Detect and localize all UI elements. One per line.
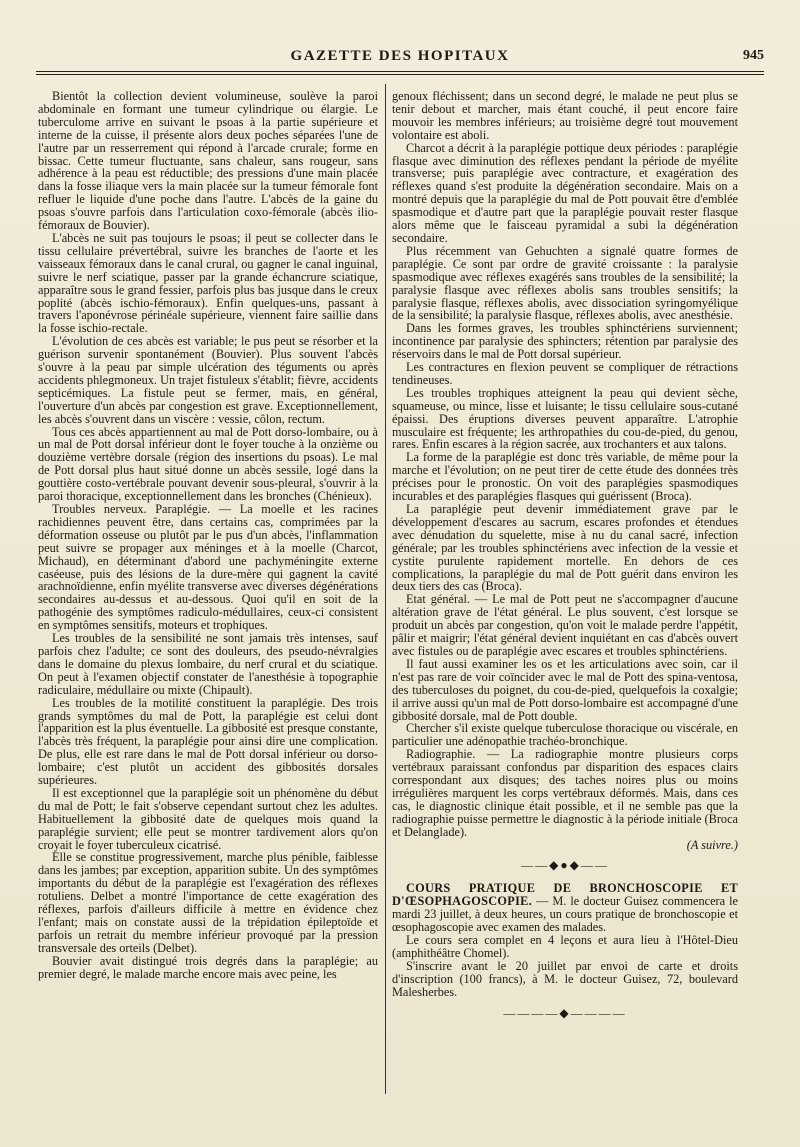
paragraph: Radiographie. — La radiographie montre plusieurs corps vertébraux paraissant confondus par disparition des espaces clairs correspondant aux disques; des taches noires plus ou moins irrégulières marquent les corps vertébraux déformés. Mais, dans ces cas, le diagnostic clinique était possible, et il ne semble pas que la radiographie puisse permettre le diagnostic à la période initiale (Broca et Delanglade).	[392, 747, 738, 839]
paragraph: Il faut aussi examiner les os et les articulations avec soin, car il n'est pas rare de voir coïncider avec le mal de Pott des spina-ventosa, des tuberculoses du poignet, du cou-de-pied, quelquefois la coxalgie; il arrive aussi qu'un mal de Pott dorso-lombaire est accompagné d'une gibbosité dorsale, mal de Pott double.	[392, 656, 738, 723]
paragraph: Les troubles de la motilité constituent la paraplégie. Des trois grands symptômes du mal de Pott, la paraplégie est celui dont l'apparition est la plus éventuelle. La gibbosité est presque constante, l'abcès très fréquent, la paraplégie pour ainsi dire une complication. De plus, elle est rare dans le mal de Pott dorsal inférieur ou dorso-lombaire; c'est plutôt un accident des gibbosités dorsales supérieures.	[38, 695, 378, 788]
paragraph: Les contractures en flexion peuvent se compliquer de rétractions tendineuses.	[392, 360, 738, 387]
course-paragraph: S'inscrire avant le 20 juillet par envoi de carte et droits d'inscription (100 francs), à M. le docteur Guisez, 72, boulevard Malesherbes.	[392, 958, 738, 999]
paragraph: Les troubles trophiques atteignent la peau qui devient sèche, squameuse, ou mince, lisse et luisante; le tissu cellulaire sous-cutané épaissi. Des éruptions diverses peuvent apparaître. L'atrophie musculaire est fréquente; les arthropathies du cou-de-pied, du genou, rares. Enfin escares à la région sacrée, aux trochanters et aux talons.	[392, 385, 738, 452]
left-column	[38, 90, 378, 981]
page-header	[36, 44, 764, 70]
course-text: — M. le docteur Guisez commencera le mardi 23 juillet, à deux heures, un cours pratique de bronchoscopie et œsophagoscopie avec examen des malades.	[392, 894, 738, 935]
paragraph: L'évolution de ces abcès est variable; le pus peut se résorber et la guérison survenir spontanément (Bouvier). Plus souvent l'abcès s'ouvre à la peau par simple ulcération des téguments ou après accidents phlegmoneux. Un trajet fistuleux s'établit; fièvre, accidents septicémiques. La fistule peut se fermer, mais, en général, l'ouverture d'un abcès par congestion est grave. Exceptionnellement, les abcès s'ouvrent dans un viscère : vessie, côlon, rectum.	[38, 334, 378, 426]
paragraph: Chercher s'il existe quelque tuberculose thoracique ou viscérale, en particulier une adénopathie trachéo-bronchique.	[392, 721, 738, 749]
paragraph: Troubles nerveux. Paraplégie. — La moelle et les racines rachidiennes peuvent être, dans certains cas, comprimées par la déformation osseuse ou plutôt par le pus d'un abcès, l'inflammation peut suivre se propager aux méninges et à la moelle (Charcot, Michaud), en déterminant d'abord une pachyméningite externe caséeuse, puis des lésions de la dure-mère qui gagnent la cavité arachnoïdienne, enfin myélite transverse avec diverses dégénérations secondaires au-dessus et au-dessous. Quoi qu'il en soit de la pathogénie des symptômes radiculo-médullaires, ceux-ci consistent en symptômes sensitifs, moteurs et trophiques.	[38, 502, 378, 633]
paragraph: genoux fléchissent; dans un second degré, le malade ne peut plus se tenir debout et marcher, mais étant couché, il peut encore faire mouvoir les membres inférieurs; au troisième degré tout mouvement volontaire est aboli.	[392, 89, 738, 142]
course-announcement	[392, 882, 738, 934]
paragraph: Dans les formes graves, les troubles sphinctériens surviennent; incontinence par paralysie des sphincters; rétention par paralysie des réservoirs dans le mal de Pott dorsal supérieur.	[392, 321, 738, 362]
paragraph: Tous ces abcès appartiennent au mal de Pott dorso-lombaire, ou à un mal de Pott dorsal inférieur dont le foyer touche à la onzième ou douzième vertèbre dorsale (région des insertions du psoas). Le mal de Pott dorsal plus haut situé donne un abcès sessile, logé dans la gouttière costo-vertébrale pouvant devenir sous-pleural, s'ouvrir à la paroi thoracique, exceptionnellement dans les bronches (Chénieux).	[38, 424, 378, 504]
paragraph: Elle se constitue progressivement, marche plus pénible, faiblesse dans les jambes; par exception, apparition subite. Un des symptômes importants du début de la paraplégie est l'exagération des réflexes rotuliens. Delbet a montré l'importance de cette exagération des réflexes, parfois d'ailleurs difficile à mettre en évidence chez l'enfant; mais on constate aussi de la trépidation épileptoïde et parfois un retrait du membre inférieur provoqué par la pression transversale des orteils (Delbet).	[38, 850, 378, 955]
course-title: COURS PRATIQUE DE BRONCHOSCOPIE ET D'ŒSOPHAGOSCOPIE.	[392, 881, 738, 909]
column-divider	[385, 84, 386, 1094]
paragraph: Etat général. — Le mal de Pott peut ne s'accompagner d'aucune altération grave de l'état général. Le plus souvent, c'est lorsque se produit un abcès par congestion, qu'on voit le malade perdre l'appétit, pâlir et maigrir; l'état général devient inquiétant en cas d'abcès ouvert avec fistules ou de paraplégie avec escares et troubles sphinctériens.	[392, 592, 738, 658]
paragraph: Bouvier avait distingué trois degrés dans la paraplégie; au premier degré, le malade marche encore mais avec peine, les	[38, 953, 378, 981]
paragraph: Les troubles de la sensibilité ne sont jamais très intenses, sauf parfois chez l'adulte; ce sont des douleurs, des pseudo-névralgies dans le domaine du plexus lombaire, du nerf crural et du sciatique. On peut à l'examen objectif constater de l'anesthésie à topographie radiculaire, médullaire ou mixte (Chipault).	[38, 631, 378, 697]
right-column	[392, 90, 738, 1029]
to-be-continued: (A suivre.)	[686, 837, 738, 852]
ornament-separator: ——◆●◆——	[521, 858, 609, 873]
paragraph: Plus récemment van Gehuchten a signalé quatre formes de paraplégie. Ce sont par ordre de gravité croissante : la paralysie spasmodique avec réflexes exagérés sans troubles de la sensibilité; la paralysie flasque avec réflexes abolis sans troubles sensitifs; la paralysie flasque, réflexes abolis, avec dissociation syringomyélique de la sensibilité; la paralysie flasque, réflexes abolis, avec anesthésie.	[392, 243, 738, 323]
paragraph: Charcot a décrit à la paraplégie pottique deux périodes : paraplégie flasque avec diminution des réflexes pendant la période de myélite transverse; puis paraplégie avec contracture, et exagération des réflexes quand s'est produite la dégénération secondaire. Mais on a montré depuis que la paraplégie du mal de Pott pouvait être d'emblée spasmodique et d'autre part que la paraplégie pouvait rester flasque alors même que le faisceau pyramidal a subi la dégénération secondaire.	[392, 140, 738, 245]
paragraph: L'abcès ne suit pas toujours le psoas; il peut se collecter dans le tissu cellulaire prévertébral, suivre les branches de l'aorte et les vaisseaux fémoraux dans le canal crural, ou gagner le canal inguinal, suivre le nerf sciatique, passer par la grande échancrure sciatique, apparaître sous le grand fessier, parfois plus bas jusque dans le creux poplité (abcès ischio-fémoraux). Enfin quelques-uns, passant à travers l'aponévrose périnéale supérieure, viennent faire saillie dans la fosse ischio-rectale.	[38, 230, 378, 336]
paragraph: La forme de la paraplégie est donc très variable, de même pour la marche et l'évolution; on ne peut tirer de cette étude des données très précises pour le pronostic. On voit des paraplégies spasmodiques incurables et des paraplégies flasques qui guérissent (Broca).	[392, 450, 738, 504]
paragraph: La paraplégie peut devenir immédiatement grave par le développement d'escares au sacrum, escares profondes et étendues avec dénudation du squelette, mise à nu du canal sacré, infection générale; par les troubles sphinctériens avec infection de la vessie et cystite purulente rapidement mortelle. En dehors de ces complications, la paraplégie du mal de Pott guérit dans environ les deux tiers des cas (Broca).	[392, 502, 738, 594]
journal-title: GAZETTE DES HOPITAUX	[290, 48, 510, 64]
header-rule-bottom	[36, 74, 764, 75]
page-number: 945	[743, 48, 764, 63]
header-rule-top	[36, 71, 764, 72]
paragraph: Bientôt la collection devient volumineuse, soulève la paroi abdominale en formant une tumeur cylindrique ou élargie. Le tuberculome arrive en suivant le psoas à la partie supérieure et interne de la cuisse, il présente alors deux poches séparées l'une de l'autre par un resserrement qui répond à l'arcade crurale; forme en bissac. Cette tumeur fluctuante, sans chaleur, sans rougeur, sans adhérence à la peau est réductible; des pressions d'une main placée dans la fosse iliaque vers la main placée sur la tumeur fémorale font refluer le liquide d'une poche dans l'autre. L'abcès de la gaine du psoas s'ouvre parfois dans l'articulation coxo-fémorale (abcès ilio-fémoraux de Bouvier).	[38, 89, 378, 233]
paragraph: Il est exceptionnel que la paraplégie soit un phénomène du début du mal de Pott; le fait s'observe cependant surtout chez les adultes. Habituellement la gibbosité date de quelques mois quand la paraplégie survient; elle peut se montrer tardivement alors qu'on croyait le foyer tuberculeux cicatrisé.	[38, 785, 378, 852]
course-paragraph: Le cours sera complet en 4 leçons et aura lieu à l'Hôtel-Dieu (amphithéâtre Chomel).	[392, 933, 738, 960]
ornament-separator-end: ————◆————	[503, 1005, 627, 1020]
